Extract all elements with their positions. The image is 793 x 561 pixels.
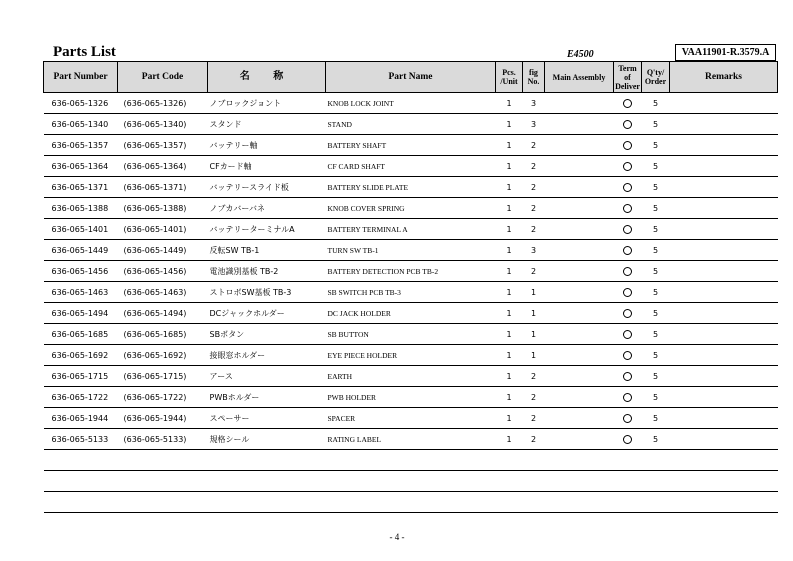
term-circle-icon <box>623 351 632 360</box>
header-main-assembly: Main Assembly <box>545 62 614 93</box>
header-part-number: Part Number <box>44 62 118 93</box>
qty-cell: 5 <box>642 114 670 135</box>
term-cell <box>614 177 642 198</box>
term-circle-icon <box>623 372 632 381</box>
part-number-cell: 636-065-1715 <box>44 366 118 387</box>
qty-cell: 5 <box>642 324 670 345</box>
part-number-cell: 636-065-1449 <box>44 240 118 261</box>
name-jp-cell: バッテリースライド板 <box>208 177 326 198</box>
name-jp-cell: ノブカバーバネ <box>208 198 326 219</box>
part-number-cell: 636-065-1944 <box>44 408 118 429</box>
pcs-cell: 1 <box>496 177 523 198</box>
remarks-cell <box>670 366 778 387</box>
name-jp-cell: バッテリーターミナルA <box>208 219 326 240</box>
remarks-cell <box>670 156 778 177</box>
part-name-cell: KNOB COVER SPRING <box>326 198 496 219</box>
part-code-cell: (636-065-1357) <box>118 135 208 156</box>
part-code-cell: (636-065-1340) <box>118 114 208 135</box>
page-title: Parts List <box>53 44 116 60</box>
term-circle-icon <box>623 141 632 150</box>
term-cell <box>614 345 642 366</box>
table-row <box>44 303 778 324</box>
main-assembly-cell <box>545 345 614 366</box>
part-name-cell: PWB HOLDER <box>326 387 496 408</box>
header-name-jp: 名 称 <box>208 62 326 93</box>
fig-cell: 3 <box>523 114 545 135</box>
part-number-cell: 636-065-1388 <box>44 198 118 219</box>
page-number: - 4 - <box>389 532 405 542</box>
part-code-cell: (636-065-1326) <box>118 93 208 114</box>
main-assembly-cell <box>545 114 614 135</box>
remarks-cell <box>670 177 778 198</box>
qty-cell: 5 <box>642 261 670 282</box>
table-row <box>44 261 778 282</box>
term-circle-icon <box>623 330 632 339</box>
main-assembly-cell <box>545 387 614 408</box>
remarks-cell <box>670 198 778 219</box>
part-code-cell: (636-065-1685) <box>118 324 208 345</box>
part-code-cell: (636-065-1364) <box>118 156 208 177</box>
part-number-cell: 636-065-1371 <box>44 177 118 198</box>
term-cell <box>614 114 642 135</box>
table-row <box>44 156 778 177</box>
pcs-cell: 1 <box>496 366 523 387</box>
table-row <box>44 366 778 387</box>
table-row <box>44 240 778 261</box>
part-code-cell: (636-065-1692) <box>118 345 208 366</box>
table-row <box>44 282 778 303</box>
name-jp-cell: 規格シール <box>208 429 326 450</box>
part-name-cell: SB SWITCH PCB TB-3 <box>326 282 496 303</box>
term-circle-icon <box>623 309 632 318</box>
main-assembly-cell <box>545 408 614 429</box>
part-number-cell: 636-065-1357 <box>44 135 118 156</box>
fig-cell: 2 <box>523 408 545 429</box>
main-assembly-cell <box>545 282 614 303</box>
empty-row <box>44 492 778 513</box>
table-row <box>44 135 778 156</box>
term-circle-icon <box>623 246 632 255</box>
part-number-cell: 636-065-1456 <box>44 261 118 282</box>
empty-row <box>44 450 778 471</box>
header-fig: fig No. <box>523 62 545 93</box>
part-name-cell: BATTERY SHAFT <box>326 135 496 156</box>
part-code-cell: (636-065-1944) <box>118 408 208 429</box>
main-assembly-cell <box>545 240 614 261</box>
pcs-cell: 1 <box>496 156 523 177</box>
remarks-cell <box>670 261 778 282</box>
qty-cell: 5 <box>642 177 670 198</box>
fig-cell: 1 <box>523 345 545 366</box>
name-jp-cell: 接眼窓ホルダー <box>208 345 326 366</box>
pcs-cell: 1 <box>496 345 523 366</box>
term-cell <box>614 429 642 450</box>
term-circle-icon <box>623 414 632 423</box>
table-row <box>44 93 778 114</box>
document-id: VAA11901-R.3579.A <box>675 44 776 61</box>
main-assembly-cell <box>545 303 614 324</box>
header-term: Term of Deliver <box>615 63 640 91</box>
part-name-cell: SB BUTTON <box>326 324 496 345</box>
part-number-cell: 636-065-5133 <box>44 429 118 450</box>
term-circle-icon <box>623 225 632 234</box>
term-cell <box>614 93 642 114</box>
main-assembly-cell <box>545 324 614 345</box>
part-number-cell: 636-065-1494 <box>44 303 118 324</box>
name-jp-cell: CFカード軸 <box>208 156 326 177</box>
fig-cell: 3 <box>523 93 545 114</box>
qty-cell: 5 <box>642 93 670 114</box>
pcs-cell: 1 <box>496 240 523 261</box>
fig-cell: 1 <box>523 303 545 324</box>
name-jp-cell: ストロボSW基板 TB-3 <box>208 282 326 303</box>
fig-cell: 2 <box>523 177 545 198</box>
name-jp-cell: DCジャックホルダー <box>208 303 326 324</box>
part-name-cell: TURN SW TB-1 <box>326 240 496 261</box>
fig-cell: 1 <box>523 324 545 345</box>
part-code-cell: (636-065-1388) <box>118 198 208 219</box>
pcs-cell: 1 <box>496 198 523 219</box>
main-assembly-cell <box>545 429 614 450</box>
table-row <box>44 114 778 135</box>
header-qty: Q'ty/ Order <box>642 62 670 93</box>
term-cell <box>614 303 642 324</box>
part-name-cell: BATTERY DETECTION PCB TB-2 <box>326 261 496 282</box>
empty-row <box>44 471 778 492</box>
fig-cell: 2 <box>523 429 545 450</box>
term-cell <box>614 198 642 219</box>
pcs-cell: 1 <box>496 303 523 324</box>
pcs-cell: 1 <box>496 282 523 303</box>
term-circle-icon <box>623 435 632 444</box>
part-name-cell: STAND <box>326 114 496 135</box>
term-cell <box>614 261 642 282</box>
header-pcs: Pcs. /Unit <box>496 62 523 93</box>
fig-cell: 2 <box>523 219 545 240</box>
part-name-cell: KNOB LOCK JOINT <box>326 93 496 114</box>
term-cell <box>614 240 642 261</box>
table-row <box>44 219 778 240</box>
pcs-cell: 1 <box>496 429 523 450</box>
remarks-cell <box>670 387 778 408</box>
term-cell <box>614 135 642 156</box>
term-circle-icon <box>623 204 632 213</box>
fig-cell: 2 <box>523 135 545 156</box>
remarks-cell <box>670 408 778 429</box>
name-jp-cell: スタンド <box>208 114 326 135</box>
name-jp-cell: バッテリー軸 <box>208 135 326 156</box>
remarks-cell <box>670 135 778 156</box>
qty-cell: 5 <box>642 366 670 387</box>
part-name-cell: BATTERY TERMINAL A <box>326 219 496 240</box>
term-cell <box>614 282 642 303</box>
term-circle-icon <box>623 162 632 171</box>
part-name-cell: RATING LABEL <box>326 429 496 450</box>
term-circle-icon <box>623 393 632 402</box>
term-cell <box>614 366 642 387</box>
fig-cell: 1 <box>523 282 545 303</box>
term-circle-icon <box>623 99 632 108</box>
main-assembly-cell <box>545 93 614 114</box>
remarks-cell <box>670 303 778 324</box>
name-jp-cell: アース <box>208 366 326 387</box>
part-code-cell: (636-065-1371) <box>118 177 208 198</box>
qty-cell: 5 <box>642 303 670 324</box>
name-jp-cell: 電池識別基板 TB-2 <box>208 261 326 282</box>
qty-cell: 5 <box>642 240 670 261</box>
term-cell <box>614 324 642 345</box>
table-header-row <box>44 62 778 93</box>
table-row <box>44 177 778 198</box>
part-code-cell: (636-065-1494) <box>118 303 208 324</box>
remarks-cell <box>670 114 778 135</box>
fig-cell: 2 <box>523 387 545 408</box>
part-number-cell: 636-065-1692 <box>44 345 118 366</box>
remarks-cell <box>670 345 778 366</box>
header-part-name: Part Name <box>326 62 496 93</box>
remarks-cell <box>670 324 778 345</box>
term-circle-icon <box>623 267 632 276</box>
main-assembly-cell <box>545 198 614 219</box>
name-jp-cell: ノブロックジョント <box>208 93 326 114</box>
qty-cell: 5 <box>642 156 670 177</box>
part-code-cell: (636-065-1449) <box>118 240 208 261</box>
part-name-cell: CF CARD SHAFT <box>326 156 496 177</box>
part-number-cell: 636-065-1364 <box>44 156 118 177</box>
remarks-cell <box>670 282 778 303</box>
part-name-cell: EARTH <box>326 366 496 387</box>
qty-cell: 5 <box>642 387 670 408</box>
term-circle-icon <box>623 120 632 129</box>
header-remarks: Remarks <box>670 62 778 93</box>
table-row <box>44 429 778 450</box>
pcs-cell: 1 <box>496 93 523 114</box>
pcs-cell: 1 <box>496 408 523 429</box>
fig-cell: 2 <box>523 156 545 177</box>
table-row <box>44 345 778 366</box>
term-cell <box>614 219 642 240</box>
fig-cell: 3 <box>523 240 545 261</box>
part-name-cell: BATTERY SLIDE PLATE <box>326 177 496 198</box>
table-row <box>44 387 778 408</box>
part-name-cell: SPACER <box>326 408 496 429</box>
pcs-cell: 1 <box>496 219 523 240</box>
part-code-cell: (636-065-1401) <box>118 219 208 240</box>
term-circle-icon <box>623 183 632 192</box>
part-number-cell: 636-065-1326 <box>44 93 118 114</box>
remarks-cell <box>670 219 778 240</box>
term-cell <box>614 156 642 177</box>
fig-cell: 2 <box>523 198 545 219</box>
term-cell <box>614 408 642 429</box>
part-number-cell: 636-065-1463 <box>44 282 118 303</box>
term-cell <box>614 387 642 408</box>
main-assembly-cell <box>545 156 614 177</box>
part-code-cell: (636-065-1715) <box>118 366 208 387</box>
part-number-cell: 636-065-1340 <box>44 114 118 135</box>
term-circle-icon <box>623 288 632 297</box>
part-number-cell: 636-065-1685 <box>44 324 118 345</box>
pcs-cell: 1 <box>496 114 523 135</box>
part-number-cell: 636-065-1401 <box>44 219 118 240</box>
qty-cell: 5 <box>642 345 670 366</box>
part-number-cell: 636-065-1722 <box>44 387 118 408</box>
name-jp-cell: PWBホルダー <box>208 387 326 408</box>
pcs-cell: 1 <box>496 387 523 408</box>
main-assembly-cell <box>545 177 614 198</box>
qty-cell: 5 <box>642 408 670 429</box>
qty-cell: 5 <box>642 429 670 450</box>
part-code-cell: (636-065-1456) <box>118 261 208 282</box>
remarks-cell <box>670 93 778 114</box>
qty-cell: 5 <box>642 198 670 219</box>
fig-cell: 2 <box>523 366 545 387</box>
fig-cell: 2 <box>523 261 545 282</box>
table-row <box>44 408 778 429</box>
name-jp-cell: 反転SW TB-1 <box>208 240 326 261</box>
header-part-code: Part Code <box>118 62 208 93</box>
model-name: E4500 <box>567 49 594 60</box>
table-row <box>44 324 778 345</box>
part-code-cell: (636-065-1463) <box>118 282 208 303</box>
pcs-cell: 1 <box>496 135 523 156</box>
qty-cell: 5 <box>642 282 670 303</box>
table-row <box>44 198 778 219</box>
part-name-cell: DC JACK HOLDER <box>326 303 496 324</box>
remarks-cell <box>670 429 778 450</box>
part-name-cell: EYE PIECE HOLDER <box>326 345 496 366</box>
name-jp-cell: SBボタン <box>208 324 326 345</box>
pcs-cell: 1 <box>496 261 523 282</box>
main-assembly-cell <box>545 366 614 387</box>
part-code-cell: (636-065-5133) <box>118 429 208 450</box>
parts-table <box>43 61 778 513</box>
main-assembly-cell <box>545 135 614 156</box>
qty-cell: 5 <box>642 219 670 240</box>
pcs-cell: 1 <box>496 324 523 345</box>
main-assembly-cell <box>545 219 614 240</box>
remarks-cell <box>670 240 778 261</box>
qty-cell: 5 <box>642 135 670 156</box>
main-assembly-cell <box>545 261 614 282</box>
name-jp-cell: スペーサー <box>208 408 326 429</box>
part-code-cell: (636-065-1722) <box>118 387 208 408</box>
